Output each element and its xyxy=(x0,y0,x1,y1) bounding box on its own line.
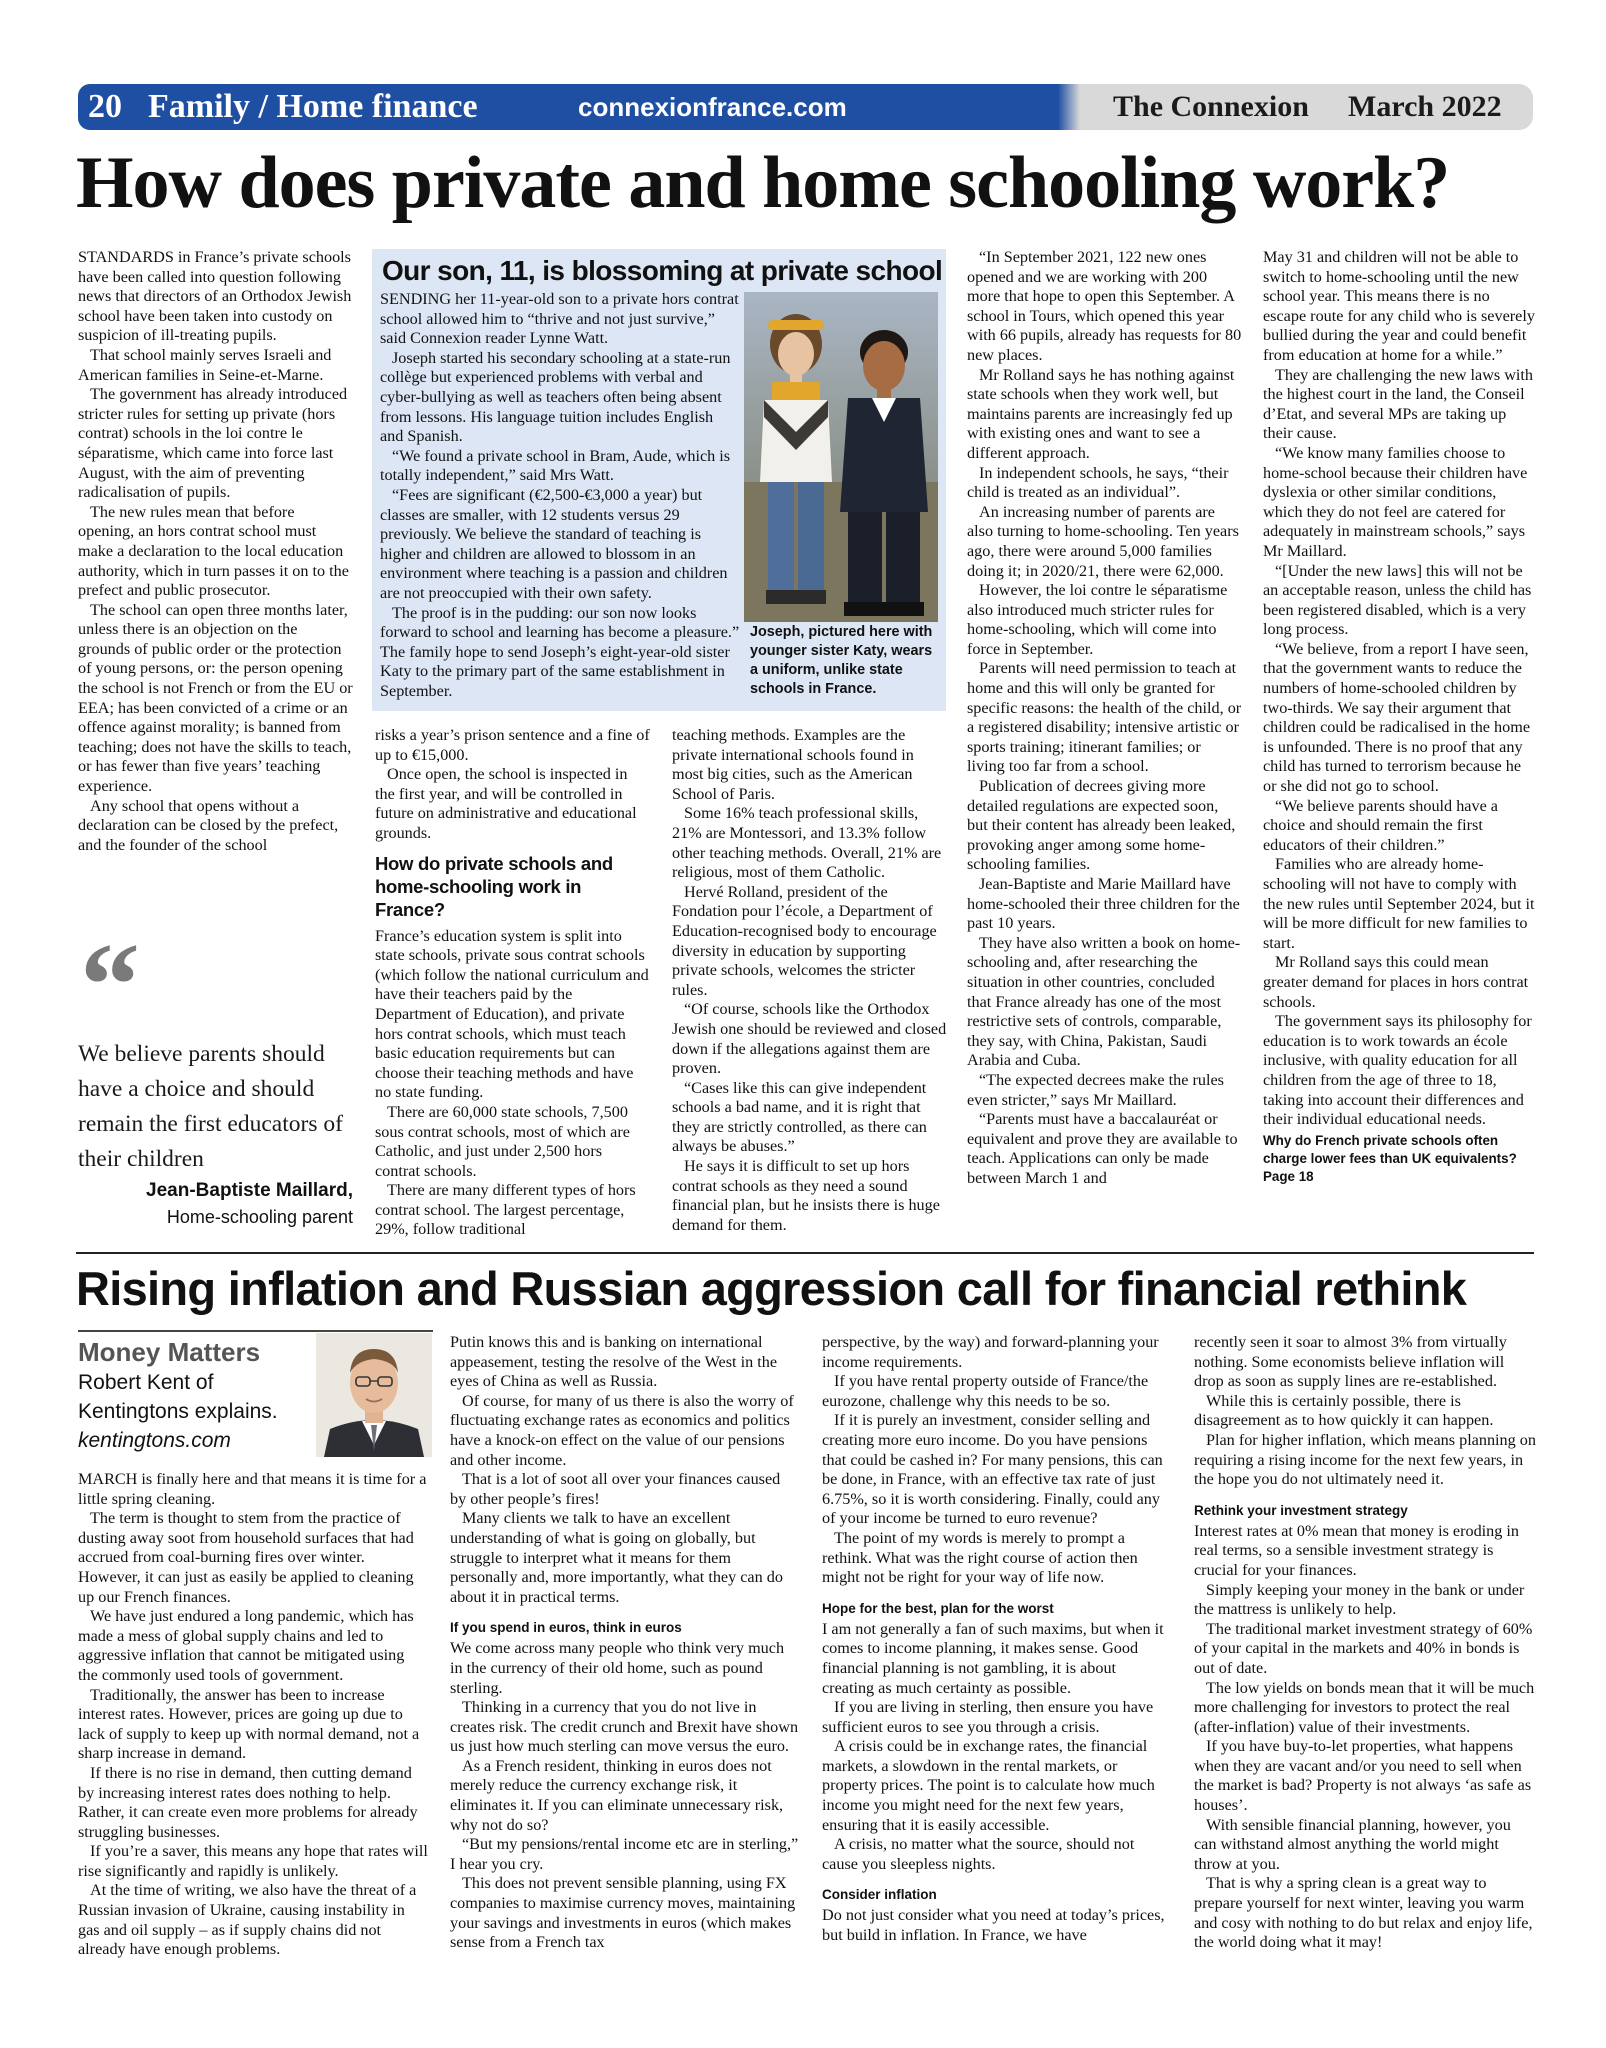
paragraph: That is a lot of soot all over your finances caused by other people’s fires! xyxy=(450,1470,781,1508)
pull-quote-attribution: Jean-Baptiste Maillard, xyxy=(146,1180,353,1201)
paragraph: If it is purely an investment, consider selling and creating more euro income. Do you have pensions that could be cashed in? For many pensions, this can be done, in France, with an effective tax rate of just 6.75%, so it is worth considering. Finally, could any of your income be turned to euro revenue? xyxy=(822,1411,1163,1528)
children-photo-illustration xyxy=(744,292,938,622)
paragraph: The term is thought to stem from the practice of dusting away soot from household surfaces that had accrued from coal-burning fires over winter. However, it can just as easily be applied to cleaning up our French finances. xyxy=(78,1509,414,1606)
article-column-2 xyxy=(375,726,650,1240)
paragraph: With sensible financial planning, however, you can withstand almost anything the world might throw at you. xyxy=(1194,1815,1511,1873)
subheading: Consider inflation xyxy=(822,1887,937,1903)
paragraph: MARCH is finally here and that means it is time for a little spring cleaning. xyxy=(78,1470,427,1508)
page-crossref-link[interactable]: Why do French private schools often charge lower fees than UK equivalents? Page 18 xyxy=(1263,1132,1517,1184)
author-portrait-illustration xyxy=(316,1333,432,1457)
paragraph: Mr Rolland says he has nothing against state schools when they work well, but maintains parents are increasingly fed up with existing ones and want to see a different approach. xyxy=(967,365,1235,462)
paragraph: If you have rental property outside of France/the eurozone, challenge why this needs to be so. xyxy=(822,1372,1149,1410)
paragraph: May 31 and children will not be able to switch to home-schooling until the new school year. This means there is no escape route for any child who is severely bullied during the year and could benefit from education at home for a while.” xyxy=(1263,248,1535,364)
paragraph: A crisis, no matter what the source, should not cause you sleepless nights. xyxy=(822,1835,1135,1873)
paragraph: The government says its philosophy for education is to work towards an école inclusive, with quality education for all children from the age of three to 18, taking into account their differences and their individual educational needs. xyxy=(1263,1012,1532,1129)
article-headline-2: Rising inflation and Russian aggression call for financial rethink xyxy=(76,1262,1467,1315)
paragraph: Joseph started his secondary schooling at a state-run collège but experienced problems with verbal and cyber-bullying as well as teachers often being absent from lessons. His language tuition includes English and Spanish. xyxy=(380,348,731,446)
paragraph: Putin knows this and is banking on international appeasement, testing the resolve of the West in the eyes of China as well as Russia. xyxy=(450,1333,777,1391)
paragraph: Hervé Rolland, president of the Fondation pour l’école, a Department of Education-recognised body to encourage diversity in education by supporting private schools, welcomes the stricter rules. xyxy=(672,882,937,999)
paragraph: “But my pensions/rental income etc are in sterling,” I hear you cry. xyxy=(450,1835,799,1873)
paragraph: Parents will need permission to teach at home and this will only be granted for specific reasons: the health of the child, or a registered disability; intensive artistic or sports training; itinerant families; or living too far from a school. xyxy=(967,659,1242,776)
paragraph: The proof is in the pudding: our son now looks forward to school and learning has become a pleasure.” The family hope to send Joseph’s eight-year-old sister Katy to the primary part of the same establishment in September. xyxy=(380,603,740,700)
page-number: 20 xyxy=(88,88,122,125)
paragraph: If you’re a saver, this means any hope that rates will rise significantly and rapidly is unlikely. xyxy=(78,1842,428,1880)
paragraph: That school mainly serves Israeli and American families in Seine-et-Marne. xyxy=(78,345,332,384)
subheading: Hope for the best, plan for the worst xyxy=(822,1600,1054,1616)
finance-column-2 xyxy=(450,1333,800,1953)
paragraph: France’s education system is split into state schools, private sous contrat schools (which follow the national curriculum and have their teachers paid by the Department of Education), and private hors contrat schools, which must teach basic education requirements but can choose their teaching methods and have no state funding. xyxy=(375,926,649,1102)
paragraph: Simply keeping your money in the bank or under the mattress is unlikely to help. xyxy=(1194,1580,1525,1619)
issue-date: March 2022 xyxy=(1348,90,1502,123)
paragraph: “We found a private school in Bram, Aude, which is totally independent,” said Mrs Watt. xyxy=(380,446,731,485)
paragraph: Interest rates at 0% mean that money is eroding in real terms, so a sensible investment strategy is crucial for your finances. xyxy=(1194,1521,1519,1579)
paragraph: Publication of decrees giving more detailed regulations are expected soon, but their content has already been leaked, provoking anger among some home-schooling families. xyxy=(967,777,1236,874)
finance-column-1 xyxy=(78,1470,428,1960)
paragraph: While this is certainly possible, there is disagreement as to how quickly it can happen. xyxy=(1194,1391,1494,1430)
subheading: Rethink your investment strategy xyxy=(1194,1502,1408,1518)
paragraph: If you have buy-to-let properties, what happens when they are vacant and/or you need to sell when the market is bad? Property is not always ‘as safe as houses’. xyxy=(1194,1737,1532,1815)
paragraph: Once open, the school is inspected in the first year, and will be controlled in future on administrative and educational grounds. xyxy=(375,765,637,842)
paragraph: This does not prevent sensible planning, using FX companies to maximise currency moves, maintaining your savings and investments in euros (which makes sense from a French tax xyxy=(450,1874,796,1952)
author-name: Robert Kent of xyxy=(78,1371,214,1394)
paragraph: The school can open three months later, unless there is an objection on the grounds of public order or the protection of young persons, or: the person opening the school is not French or from the EU or EEA; has been convicted of a crime or an offence against morality; is banned from teaching; does not have the skills to teach, or has fewer than five years’ teaching experience. xyxy=(78,600,353,796)
paragraph: “We know many families choose to home-school because their children have dyslexia or other similar conditions, which they do not feel are catered for adequately in mainstream schools,” says Mr Maillard. xyxy=(1263,443,1528,560)
paragraph: An increasing number of parents are also turning to home-schooling. Ten years ago, there were around 5,000 families doing it; in 2020/21, there were 62,000. xyxy=(967,502,1239,580)
paragraph: “Cases like this can give independent schools a bad name, and it is right that they are strictly controlled, as there can always be abuses.” xyxy=(672,1078,927,1156)
subheading: How do private schools and home-schooling work in France? xyxy=(375,852,613,920)
section-divider xyxy=(76,1252,1534,1254)
paragraph: If there is no rise in demand, then cutting demand by increasing interest rates does nothing to help. Rather, it can create even more problems for already struggling businesses. xyxy=(78,1763,418,1841)
paragraph: recently seen it soar to almost 3% from virtually nothing. Some economists believe inflation will drop as soon as supply lines are re-established. xyxy=(1194,1333,1507,1391)
paragraph: If you are living in sterling, then ensure you have sufficient euros to see you through a crisis. xyxy=(822,1698,1154,1736)
page-banner xyxy=(78,84,1533,130)
paragraph: “The expected decrees make the rules even stricter,” says Mr Maillard. xyxy=(967,1070,1224,1109)
paragraph: I am not generally a fan of such maxims, but when it comes to income planning, it makes sense. Good financial planning is not gambling, it is about creating as much certainty as possible. xyxy=(822,1619,1164,1697)
paragraph: A crisis could be in exchange rates, the financial markets, a slowdown in the rental markets, or property prices. The point is to calculate how much income you might need for the next few years, ensuring that it is easily accessible. xyxy=(822,1737,1155,1834)
paragraph: The point of my words is merely to prompt a rethink. What was the right course of action then might not be right for your way of life now. xyxy=(822,1528,1138,1587)
author-website-link[interactable]: kentingtons.com xyxy=(78,1429,231,1452)
paragraph: SENDING her 11-year-old son to a private hors contrat school allowed him to “thrive and not just survive,” said Connexion reader Lynne Watt. xyxy=(380,290,739,348)
article-column-3 xyxy=(672,726,947,1235)
paragraph: Do not just consider what you need at today’s prices, but build in inflation. In France, we have xyxy=(822,1906,1165,1945)
paragraph: That is why a spring clean is a great way to prepare yourself for next winter, leaving you warm and cosy with nothing to do but relax and enjoy life, the world doing what it may! xyxy=(1194,1874,1533,1952)
sidebar-text xyxy=(380,290,740,701)
subheading: If you spend in euros, think in euros xyxy=(450,1620,682,1636)
paragraph: Some 16% teach professional skills, 21% are Montessori, and 13.3% follow other teaching methods. Overall, 21% are religious, most of them Catholic. xyxy=(672,804,942,882)
sidebar-title: Our son, 11, is blossoming at private school xyxy=(382,255,943,286)
article-column-5 xyxy=(1263,248,1535,1186)
paragraph: “We believe, from a report I have seen, that the government wants to reduce the numbers of home-schooled children by two-thirds. We say their argument that children could be radicalised in the home is unfounded. There is no proof that any child has turned to terrorism because he or she did not go to school. xyxy=(1263,639,1530,796)
author-photo xyxy=(316,1333,432,1457)
pull-quote-role: Home-schooling parent xyxy=(166,1207,353,1227)
paragraph: However, the loi contre le séparatisme also introduced much stricter rules for home-schooling, which will come into force in September. xyxy=(967,581,1228,658)
paragraph: “We believe parents should have a choice and should remain the first educators of their children.” xyxy=(1263,796,1498,854)
quote-mark-icon: “ xyxy=(80,918,140,1051)
paragraph: Mr Rolland says this could mean greater demand for places in hors contrat schools. xyxy=(1263,953,1529,1011)
column-title: Money Matters xyxy=(78,1337,261,1367)
section-name: Family / Home finance xyxy=(148,88,478,125)
paragraph: We come across many people who think very much in the currency of their old home, such as pound sterling. xyxy=(450,1639,785,1697)
paragraph: “Fees are significant (€2,500-€3,000 a year) but classes are smaller, with 12 students versus 29 previously. We believe the standard of teaching is higher and children are allowed to blossom in an environment where teaching is a passion and children are not preoccupied with their own safety. xyxy=(380,485,728,602)
paragraph: perspective, by the way) and forward-planning your income requirements. xyxy=(822,1333,1159,1371)
photo-caption: Joseph, pictured here with younger sister Katy, wears a uniform, unlike state schools in France. xyxy=(750,624,933,697)
author-company: Kentingtons explains. xyxy=(78,1400,278,1423)
paragraph: There are many different types of hors contrat school. The largest percentage, 29%, follow traditional xyxy=(375,1181,636,1239)
finance-column-4 xyxy=(1194,1333,1536,1953)
paragraph: They are challenging the new laws with the highest court in the land, the Conseil d’Etat, and several MPs are taking up their cause. xyxy=(1263,365,1534,443)
publication-name: The Connexion xyxy=(1113,90,1309,123)
article-headline: How does private and home schooling work? xyxy=(76,142,1450,224)
paragraph: Of course, for many of us there is also the worry of fluctuating exchange rates as economics and politics have a knock-on effect on the value of our pensions and other income. xyxy=(450,1391,794,1469)
paragraph: “[Under the new laws] this will not be an acceptable reason, unless the child has been registered disabled, which is a very long process. xyxy=(1263,561,1532,639)
paragraph: They have also written a book on home-schooling and, after researching the situation in other countries, concluded that France already has one of the most restrictive sets of controls, comparable, they say, with China, Pakistan, Saudi Arabia and Cuba. xyxy=(967,933,1241,1070)
paragraph: The traditional market investment strategy of 60% of your capital in the markets and 40% in bonds is out of date. xyxy=(1194,1619,1533,1677)
paragraph: Many clients we talk to have an excellent understanding of what is going on globally, but struggle to interpret what it means for them personally and, more importantly, what they can do about it in practical terms. xyxy=(450,1509,783,1606)
paragraph: “In September 2021, 122 new ones opened and we are working with 200 more that hope to open this September. A school in Tours, which opened this year with 66 pupils, already has requests for 80 new places. xyxy=(967,248,1242,364)
paragraph: Thinking in a currency that you do not live in creates risk. The credit crunch and Brexit have shown us just how much sterling can move versus the euro. xyxy=(450,1698,799,1756)
paragraph: “Of course, schools like the Orthodox Jewish one should be reviewed and closed down if the allegations against them are proven. xyxy=(672,1000,947,1078)
paragraph: Traditionally, the answer has been to increase interest rates. However, prices are going up due to lack of supply to keep up with normal demand, not a sharp increase in demand. xyxy=(78,1685,420,1763)
paragraph: Jean-Baptiste and Marie Maillard have home-schooled their three children for the past 10 years. xyxy=(967,875,1240,933)
children-photo xyxy=(744,292,938,622)
website-link[interactable]: connexionfrance.com xyxy=(578,92,847,122)
paragraph: The government has already introduced stricter rules for setting up private (hors contrat) schools in the loi contre le séparatisme, which came into force last August, with the aim of preventing radicalisation of pupils. xyxy=(78,385,348,502)
paragraph: At the time of writing, we also have the threat of a Russian invasion of Ukraine, causing instability in gas and oil supply – as if supply chains did not already have enough problems. xyxy=(78,1881,417,1959)
article-column-4 xyxy=(967,248,1242,1189)
paragraph: Families who are already home-schooling will not have to comply with the new rules until September 2024, but it will be more difficult for new families to start. xyxy=(1263,855,1535,952)
paragraph: There are 60,000 state schools, 7,500 sous contrat schools, most of which are Catholic, and just under 2,500 hors contrat schools. xyxy=(375,1102,630,1180)
paragraph: The new rules mean that before opening, an hors contrat school must make a declaration to the local education authority, which in turn passes it on to the prefect and public prosecutor. xyxy=(78,502,349,600)
paragraph: The low yields on bonds mean that it will be much more challenging for investors to protect the real (after-inflation) value of their investments. xyxy=(1194,1678,1535,1736)
paragraph: He says it is difficult to set up hors contrat schools as they need a sound financial plan, but he insists there is huge demand for them. xyxy=(672,1157,940,1234)
paragraph: We have just endured a long pandemic, which has made a mess of global supply chains and led to aggressive inflation that cannot be mitigated using the commonly used tools of government. xyxy=(78,1607,414,1684)
paragraph: “Parents must have a baccalauréat or equivalent and prove they are available to teach. Applications can only be made between March 1 and xyxy=(967,1110,1238,1187)
pull-quote-text: We believe parents should have a choice and should remain the first educators of their children xyxy=(78,1041,343,1172)
paragraph: Any school that opens without a declaration can be closed by the prefect, and the founder of the school xyxy=(78,796,339,854)
paragraph: As a French resident, thinking in euros does not merely reduce the currency exchange risk, it eliminates it. If you can eliminate unnecessary risk, why not do so? xyxy=(450,1756,784,1834)
finance-column-3 xyxy=(822,1333,1172,1946)
paragraph: risks a year’s prison sentence and a fine of up to €15,000. xyxy=(375,726,650,764)
paragraph: teaching methods. Examples are the private international schools found in most big cities, such as the American School of Paris. xyxy=(672,726,914,803)
byline-rule xyxy=(78,1330,433,1332)
article-column-1 xyxy=(78,248,353,855)
paragraph: Plan for higher inflation, which means planning on requiring a rising income for the next few years, in the hope you do not ultimately need it. xyxy=(1194,1430,1536,1489)
paragraph: In independent schools, he says, “their child is treated as an individual”. xyxy=(967,463,1229,502)
paragraph: STANDARDS in France’s private schools have been called into question following news that directors of an Orthodox Jewish school have been taken into custody on suspicion of ill-treating pupils. xyxy=(78,248,352,345)
